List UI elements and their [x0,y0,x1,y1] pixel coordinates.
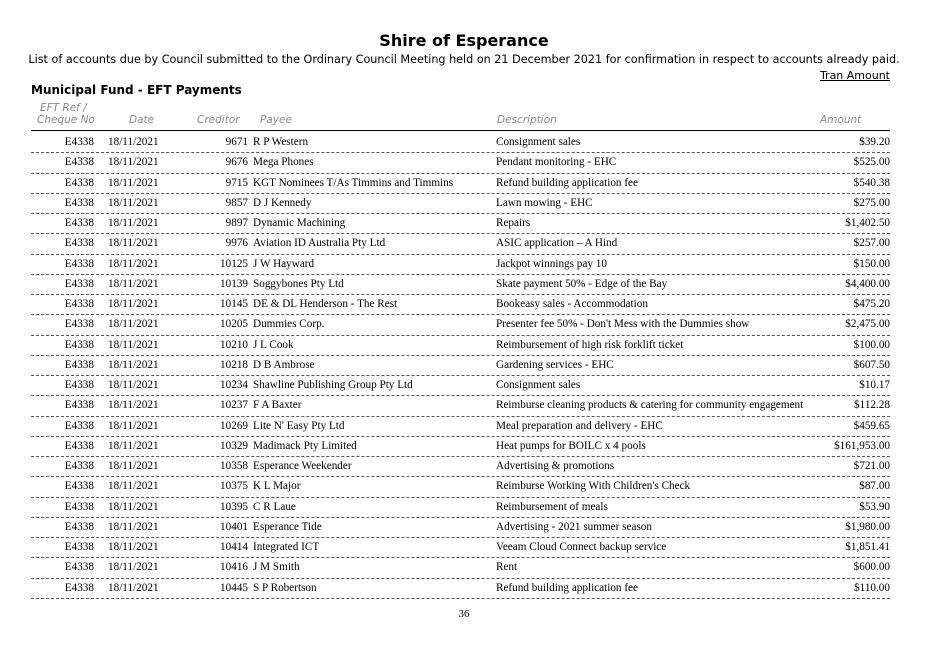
cell-amount: $1,402.50 [845,217,890,229]
cell-creditor: 10237 [220,399,248,412]
table-row [31,558,890,578]
cell-amount: $475.20 [853,298,890,310]
table-row [31,336,890,356]
cell-ref: E4338 [64,358,94,371]
cell-ref: E4338 [64,500,94,513]
document-subtitle: List of accounts due by Council submitted to the Ordinary Council Meeting held on 21 December 2021 for confirmation in respect to accounts already paid. [28,53,900,66]
cell-date: 18/11/2021 [108,419,159,432]
col-header-payee: Payee [260,114,292,126]
document-title: Shire of Esperance [379,31,549,50]
cell-description: Consignment sales [496,379,581,391]
table-row [31,295,890,315]
cell-creditor: 10329 [220,439,248,452]
col-header-ref-line1: EFT Ref / [40,102,87,114]
cell-creditor: 10125 [220,257,248,270]
cell-amount: $525.00 [853,156,890,169]
cell-description: Pendant monitoring - EHC [496,156,617,169]
cell-date: 18/11/2021 [108,237,159,250]
cell-creditor: 9976 [225,237,248,250]
table-row [31,133,890,153]
table-row [31,255,890,275]
cell-ref: E4338 [64,520,94,533]
table-row [31,396,890,416]
table-row [31,376,890,396]
cell-description: Advertising & promotions [496,460,615,472]
cell-date: 18/11/2021 [108,379,159,391]
cell-creditor: 10414 [220,541,248,553]
cell-amount: $150.00 [853,257,890,270]
col-header-ref-line2: Cheque No [37,114,95,126]
cell-creditor: 10218 [220,358,248,371]
cell-amount: $1,851.41 [845,541,890,553]
tran-amount-label: Tran Amount [819,69,890,82]
cell-ref: E4338 [64,257,94,270]
cell-description: Veeam Cloud Connect backup service [496,541,667,553]
col-header-date: Date [129,114,155,126]
cell-description: Reimburse cleaning products & catering for community engagement [496,399,804,412]
cell-description: Gardening services - EHC [496,358,614,371]
cell-date: 18/11/2021 [108,318,159,331]
table-row [31,538,890,558]
section-heading: Municipal Fund - EFT Payments [31,83,242,97]
cell-description: Reimburse Working With Children's Check [496,480,691,493]
table-row [31,518,890,538]
cell-ref: E4338 [64,379,94,391]
cell-payee: DE & DL Henderson - The Rest [253,298,398,310]
cell-description: Meal preparation and delivery - EHC [496,419,663,432]
cell-date: 18/11/2021 [108,196,159,209]
cell-ref: E4338 [64,196,94,209]
cell-amount: $1,980.00 [845,520,890,533]
cell-payee: Shawline Publishing Group Pty Ltd [253,379,413,391]
cell-amount: $459.65 [853,419,890,432]
cell-payee: R P Western [253,136,309,148]
table-row [31,356,890,376]
table-row [31,457,890,477]
cell-amount: $2,475.00 [845,318,890,331]
cell-description: Heat pumps for BOILC x 4 pools [496,439,646,452]
cell-ref: E4338 [64,338,94,351]
cell-amount: $275.00 [853,196,890,209]
cell-date: 18/11/2021 [108,358,159,371]
cell-date: 18/11/2021 [108,460,159,472]
table-row [31,417,890,437]
cell-payee: C R Laue [253,500,296,513]
cell-ref: E4338 [64,176,94,189]
cell-amount: $4,400.00 [845,277,890,290]
cell-date: 18/11/2021 [108,520,159,533]
cell-payee: Esperance Tide [253,520,322,533]
cell-ref: E4338 [64,541,94,553]
cell-creditor: 10445 [220,581,248,594]
cell-ref: E4338 [64,439,94,452]
table-row [31,437,890,457]
col-header-description: Description [497,114,557,126]
cell-creditor: 10395 [220,500,248,513]
cell-date: 18/11/2021 [108,338,159,351]
cell-creditor: 10358 [220,460,248,472]
cell-creditor: 10145 [220,298,248,310]
table-row [31,153,890,173]
cell-date: 18/11/2021 [108,277,159,290]
cell-description: Presenter fee 50% - Don't Mess with the Dummies show [496,318,750,331]
cell-date: 18/11/2021 [108,298,159,310]
cell-payee: Esperance Weekender [253,460,352,472]
cell-creditor: 10401 [220,520,248,533]
cell-creditor: 10210 [220,338,248,351]
cell-date: 18/11/2021 [108,176,159,189]
cell-creditor: 10139 [220,277,248,290]
cell-amount: $87.00 [859,480,890,493]
cell-ref: E4338 [64,156,94,169]
cell-amount: $721.00 [853,460,890,472]
col-header-creditor: Creditor [197,114,240,126]
cell-amount: $112.28 [854,399,890,412]
cell-payee: D J Kennedy [253,196,312,209]
cell-payee: Integrated ICT [253,541,320,553]
cell-amount: $110.00 [854,581,890,594]
page-number: 36 [458,608,470,620]
cell-payee: Aviation ID Australia Pty Ltd [253,237,386,250]
cell-payee: F A Baxter [253,399,302,412]
table-row [31,194,890,214]
cell-amount: $257.00 [853,237,890,250]
cell-amount: $53.90 [859,500,890,513]
cell-date: 18/11/2021 [108,439,159,452]
cell-payee: S P Robertson [253,581,317,594]
cell-amount: $540.38 [853,176,890,189]
cell-description: Advertising - 2021 summer season [496,520,652,533]
cell-payee: Dynamic Machining [253,217,346,229]
cell-payee: Soggybones Pty Ltd [253,277,344,290]
cell-date: 18/11/2021 [108,561,159,574]
cell-amount: $161,953.00 [834,439,890,452]
table-row [31,477,890,497]
cell-payee: Madimack Pty Limited [253,439,357,452]
cell-date: 18/11/2021 [108,136,159,148]
cell-creditor: 9676 [225,156,248,169]
cell-description: Repairs [496,217,531,229]
cell-payee: J M Smith [253,561,300,574]
cell-ref: E4338 [64,419,94,432]
cell-ref: E4338 [64,480,94,493]
cell-description: Reimbursement of high risk forklift ticket [496,338,684,351]
header-rule [31,130,890,131]
cell-payee: KGT Nominees T/As Timmins and Timmins [253,176,454,189]
cell-amount: $10.17 [859,379,890,391]
cell-amount: $600.00 [853,561,890,574]
cell-creditor: 9671 [225,136,248,148]
cell-description: Refund building application fee [496,581,638,594]
cell-payee: J W Hayward [253,257,315,270]
table-row [31,579,890,599]
cell-ref: E4338 [64,460,94,472]
cell-description: Skate payment 50% - Edge of the Bay [496,277,668,290]
cell-date: 18/11/2021 [108,480,159,493]
cell-date: 18/11/2021 [108,257,159,270]
cell-payee: Mega Phones [253,156,314,169]
cell-ref: E4338 [64,318,94,331]
cell-description: Rent [496,561,518,574]
cell-creditor: 9857 [225,196,248,209]
payments-table [31,133,890,599]
cell-payee: Dummies Corp. [253,318,325,331]
cell-creditor: 10205 [220,318,248,331]
cell-date: 18/11/2021 [108,399,159,412]
cell-date: 18/11/2021 [108,581,159,594]
cell-description: Jackpot winnings pay 10 [496,257,607,270]
cell-date: 18/11/2021 [108,541,159,553]
cell-amount: $607.50 [853,358,890,371]
table-row [31,315,890,335]
cell-payee: K L Major [253,480,301,493]
cell-ref: E4338 [64,277,94,290]
col-header-amount: Amount [820,114,862,126]
table-row [31,234,890,254]
cell-ref: E4338 [64,399,94,412]
cell-description: Reimbursement of meals [496,500,608,513]
cell-description: Refund building application fee [496,176,638,189]
cell-description: Lawn mowing - EHC [496,196,593,209]
cell-date: 18/11/2021 [108,156,159,169]
cell-creditor: 10375 [220,480,248,493]
cell-creditor: 10416 [220,561,248,574]
cell-payee: Lite N' Easy Pty Ltd [253,419,345,432]
table-row [31,275,890,295]
cell-amount: $39.20 [859,136,890,148]
table-row [31,174,890,194]
cell-ref: E4338 [64,217,94,229]
cell-description: Consignment sales [496,136,581,148]
cell-creditor: 9897 [225,217,248,229]
table-row [31,214,890,234]
cell-date: 18/11/2021 [108,500,159,513]
cell-description: Bookeasy sales - Accommodation [496,298,648,310]
cell-ref: E4338 [64,136,94,148]
cell-description: ASIC application – A Hind [496,237,618,250]
cell-amount: $100.00 [853,338,890,351]
cell-creditor: 10234 [220,379,248,391]
cell-ref: E4338 [64,561,94,574]
cell-ref: E4338 [64,298,94,310]
cell-ref: E4338 [64,581,94,594]
cell-ref: E4338 [64,237,94,250]
cell-payee: D B Ambrose [253,358,315,371]
cell-payee: J L Cook [253,338,294,351]
cell-creditor: 10269 [220,419,248,432]
cell-date: 18/11/2021 [108,217,159,229]
cell-creditor: 9715 [225,176,248,189]
table-row [31,498,890,518]
